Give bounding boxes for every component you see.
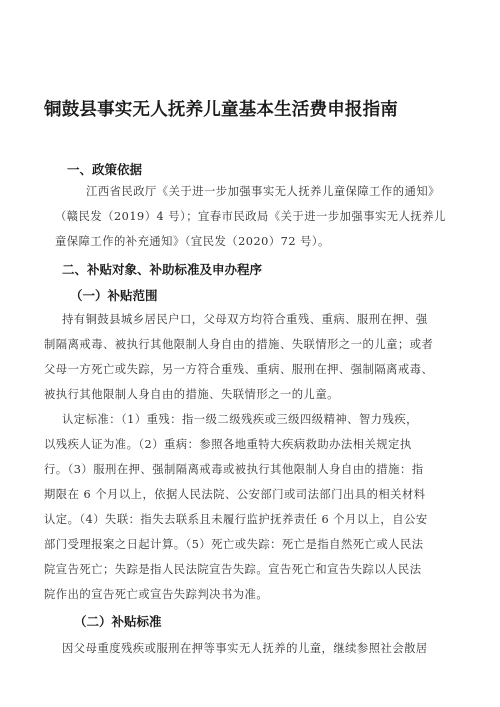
paragraph-line: （赣民发（2019）4 号）；宜春市民政局《关于进一步加强事实无人抚养儿 <box>55 210 446 223</box>
subsection-heading-scope: （一）补贴范围 <box>70 288 158 303</box>
subsection-heading-standard: （二）补贴标准 <box>74 614 162 629</box>
section-heading-subsidy-program: 二、补贴对象、补助标准及申办程序 <box>62 262 263 277</box>
document-title: 铜鼓县事实无人抚养儿童基本生活费申报指南 <box>44 100 398 120</box>
section-heading-policy-basis: 一、政策依据 <box>67 162 143 177</box>
paragraph-line: 被执行其他限制人身自由的措施、失联情形之一的儿童。 <box>44 388 339 401</box>
paragraph-line: 童保障工作的补充通知》（宜民发（2020）72 号）。 <box>55 235 330 248</box>
paragraph-line: 行。（3）服刑在押、强制隔离戒毒或被执行其他限制人身自由的措施：指 <box>44 463 424 476</box>
paragraph-line: 院作出的宣告死亡或宣告失踪判决书为准。 <box>44 588 269 601</box>
paragraph-line: 父母一方死亡或失踪，另一方符合重残、重病、服刑在押、强制隔离戒毒、 <box>44 363 434 376</box>
paragraph-line: 认定标准：（1）重残：指一级二级残疾或三级四级精神、智力残疾， <box>62 413 418 426</box>
paragraph-line: 江西省民政厅《关于进一步加强事实无人抚养儿童保障工作的通知》 <box>86 185 440 198</box>
paragraph-line: 院宣告死亡；失踪是指人民法院宣告失踪。宣告死亡和宣告失踪以人民法 <box>44 563 422 576</box>
paragraph-line: 持有铜鼓县城乡居民户口，父母双方均符合重残、重病、服刑在押、强 <box>62 313 428 326</box>
paragraph-line: 期限在 6 个月以上，依据人民法院、公安部门或司法部门出具的相关材料 <box>44 488 426 501</box>
paragraph-line: 认定。（4）失联：指失去联系且未履行监护抚养责任 6 个月以上，自公安 <box>44 513 428 526</box>
paragraph-line: 因父母重度残疾或服刑在押等事实无人抚养的儿童，继续参照社会散居 <box>62 642 428 655</box>
paragraph-line: 部门受理报案之日起计算。（5）死亡或失踪：死亡是指自然死亡或人民法 <box>44 538 424 551</box>
paragraph-line: 以残疾人证为准。（2）重病：参照各地重特大疾病救助办法相关规定执 <box>44 438 412 451</box>
paragraph-line: 制隔离戒毒、被执行其他限制人身自由的措施、失联情形之一的儿童；或者 <box>44 338 434 351</box>
